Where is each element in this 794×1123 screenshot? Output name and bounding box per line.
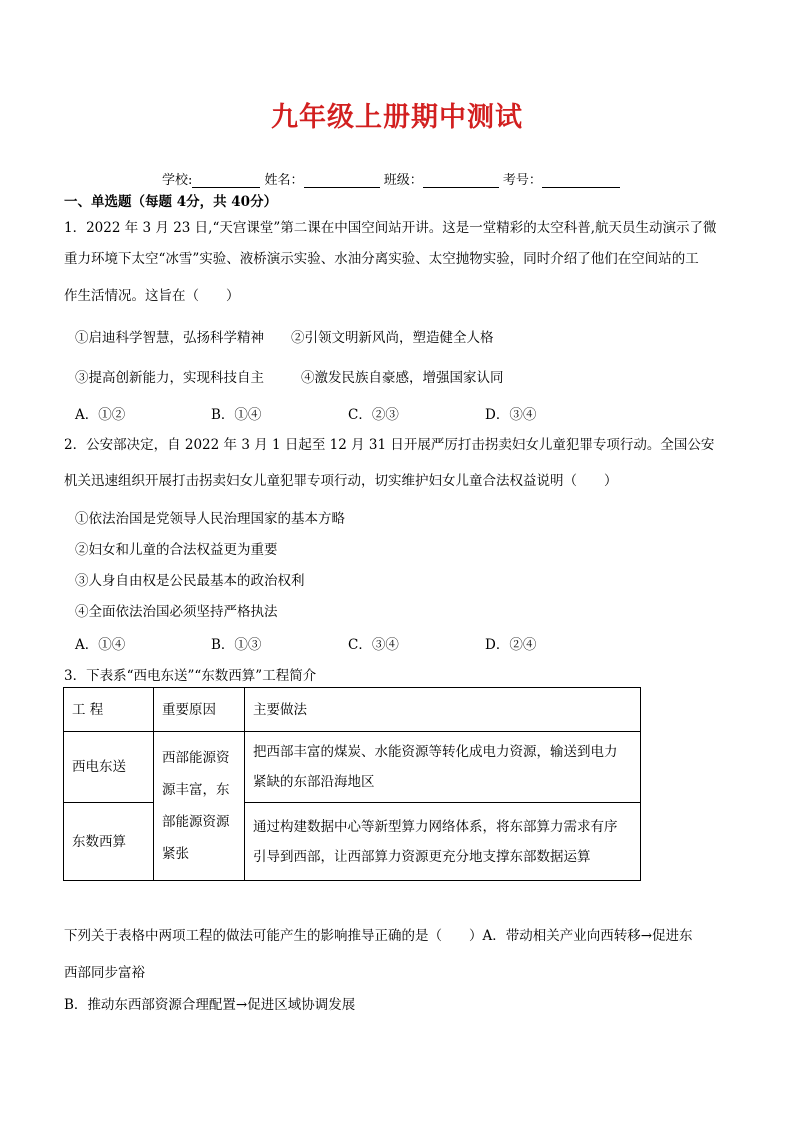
q1-stem-line-1: 1．2022 年 3 月 23 日,“天宫课堂”第二课在中国空间站开讲。这是一堂精彩的太空科普,航天员生动演示了微 [64,220,717,236]
reason-line-3: 部能源资源 [162,814,230,830]
q2-statement-3: ③人身自由权是公民最基本的政治权利 [75,573,305,589]
q1-stem-line-2: 重力环境下太空“冰雪”实验、液桥演示实验、水油分离实验、太空抛物实验，同时介绍了他们在空间站的工 [64,251,699,267]
q3-stem: 3．下表系“西电东送”“东数西算”工程简介 [64,668,317,684]
q1-option-a[interactable]: A．①② [75,407,126,423]
exam-number-label: 考号： [502,173,542,188]
project-table [63,687,641,881]
student-info-line [162,169,620,188]
school-blank[interactable] [192,173,260,188]
q1-statement-4: ④激发民族自豪感，增强国家认同 [301,370,504,386]
class-label: 班级： [383,173,423,188]
method-2-line-2: 引导到西部，让西部算力资源更充分地支撑东部数据运算 [253,848,591,865]
reason-line-2: 源丰富，东 [162,782,230,798]
section-heading-single-choice: 一、单选题（每题 4分，共 40分） [64,194,278,210]
exam-title: 九年级上册期中测试 [271,102,523,133]
name-blank[interactable] [304,173,380,188]
name-label: 姓名： [264,173,304,188]
q1-stem-line-3: 作生活情况。这旨在（ ） [64,288,240,304]
reason-cell [154,732,245,881]
q1-option-d[interactable]: D．③④ [485,407,537,423]
header-reason: 重要原因 [154,688,245,732]
q1-statement-3: ③提高创新能力，实现科技自主 [75,370,264,386]
reason-line-4: 紧张 [162,846,189,862]
class-blank[interactable] [423,173,499,188]
header-project: 工 程 [64,688,154,732]
method-east-data-west-compute [245,803,641,881]
project-east-data-west-compute: 东数西算 [64,803,154,881]
q1-statement-1: ①启迪科学智慧，弘扬科学精神 [75,330,264,346]
q2-option-d[interactable]: D．②④ [485,637,537,653]
q2-option-a[interactable]: A．①④ [75,637,126,653]
exam-number-blank[interactable] [542,173,620,188]
table-row [64,732,641,803]
method-west-east-power [245,732,641,803]
q3-option-b[interactable]: B．推动东西部资源合理配置→促进区域协调发展 [64,997,356,1013]
q2-stem-line-1: 2．公安部决定，自 2022 年 3 月 1 日起至 12 月 31 日开展严厉打击拐卖妇女儿童犯罪专项行动。全国公安 [64,437,715,453]
q2-statement-2: ②妇女和儿童的合法权益更为重要 [75,542,278,558]
school-label: 学校: [162,173,193,188]
table-header-row [64,688,641,732]
method-1-line-1: 把西部丰富的煤炭、水能资源等转化成电力资源，输送到电力 [253,744,618,760]
q1-statement-2: ②引领文明新风尚，塑造健全人格 [291,330,494,346]
table-row [64,803,641,881]
q1-option-b[interactable]: B．①④ [211,407,262,423]
header-method: 主要做法 [245,688,641,732]
q2-statement-1: ①依法治国是党领导人民治理国家的基本方略 [75,511,345,527]
q2-stem-line-2: 机关迅速组织开展打击拐卖妇女儿童犯罪专项行动，切实维护妇女儿童合法权益说明（ ） [64,473,618,489]
method-1-line-2: 紧缺的东部沿海地区 [253,774,375,790]
q2-option-c[interactable]: C．③④ [348,637,399,653]
q1-option-c[interactable]: C．②③ [348,407,399,423]
reason-line-1: 西部能源资 [162,750,230,766]
q2-statement-4: ④全面依法治国必须坚持严格执法 [75,604,278,620]
q2-option-b[interactable]: B．①③ [211,637,262,653]
method-2-line-1: 通过构建数据中心等新型算力网络体系，将东部算力需求有序 [253,818,618,835]
q3-question-line-2: 西部同步富裕 [64,965,145,981]
project-west-east-power: 西电东送 [64,732,154,803]
q3-question-line-1: 下列关于表格中两项工程的做法可能产生的影响推导正确的是（ ）A．带动相关产业向西转移→促进东 [64,928,693,944]
